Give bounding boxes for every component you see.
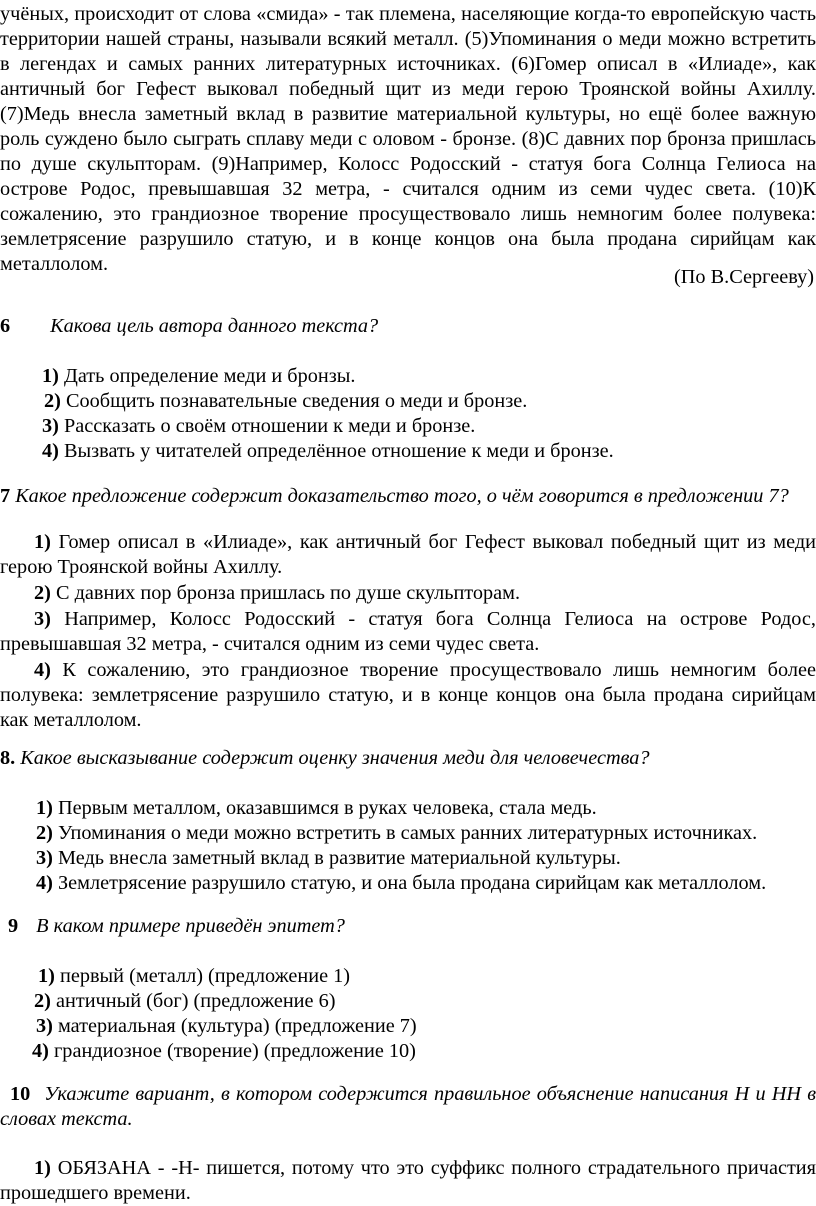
question-7 xyxy=(0,484,816,509)
q10-options xyxy=(0,1156,816,1206)
question-number: 6 xyxy=(0,315,11,337)
question-6 xyxy=(0,314,816,339)
option-3: 3) материальная (культура) (предложение 7) xyxy=(36,1015,417,1037)
question-number: 9 xyxy=(8,915,19,937)
option-3: 3) Например, Колосс Родосский - статуя бога Солнца Гелиоса на острове Родос, превышавшая 32 метра, - считался одним из семи чудес света. xyxy=(0,608,816,655)
q6-options xyxy=(0,364,816,464)
question-text: Какова цель автора данного текста? xyxy=(50,315,379,337)
option-1: 1) Гомер описал в «Илиаде», как античный бог Гефест выковал победный щит из меди герою Троянской войны Ахиллу. xyxy=(0,531,816,578)
question-text: Какое высказывание содержит оценку значения меди для человечества? xyxy=(20,747,650,769)
question-text: Укажите вариант, в котором содержится правильное объяснение написания Н и НН в словах текста. xyxy=(0,1083,816,1130)
question-8 xyxy=(0,746,816,771)
option-4: 4) Землетрясение разрушило статую, и она была продана сирийцам как металлолом. xyxy=(36,872,767,894)
option-1: 1) первый (металл) (предложение 1) xyxy=(38,965,351,987)
option-4: 4) К сожалению, это грандиозное творение просуществовало лишь немногим более полувека: землетрясение разрушило статую, и в конце концов она была продана сирийцам как металлолом. xyxy=(0,659,816,731)
question-9 xyxy=(0,914,816,939)
option-1: 1) ОБЯЗАНА - -Н- пишется, потому что это суффикс полного страдательного причастия прошедшего времени. xyxy=(0,1157,816,1204)
option-2: 2) Сообщить познавательные сведения о меди и бронзе. xyxy=(44,390,528,412)
question-text: В каком примере приведён эпитет? xyxy=(36,915,345,937)
q7-options xyxy=(0,530,816,733)
option-4: 4) грандиозное (творение) (предложение 10) xyxy=(32,1040,416,1062)
option-2: 2) античный (бог) (предложение 6) xyxy=(34,990,336,1012)
option-2: 2) С давних пор бронза пришлась по душе скульпторам. xyxy=(34,582,521,604)
q8-options xyxy=(0,796,816,896)
q9-options xyxy=(0,964,816,1064)
option-1: 1) Дать определение меди и бронзы. xyxy=(42,365,356,387)
question-10 xyxy=(0,1082,816,1132)
question-number: 8. xyxy=(0,747,16,769)
question-number: 10 xyxy=(10,1083,31,1105)
passage-text: учёных, происходит от слова «смида» - так племена, населяющие когда-то европейскую часть территории нашей страны, называли всякий металл. (5)Упоминания о меди можно встретить в легендах и самых ранних литературных источниках. (6)Гомер описал в «Илиаде», как античный бог Гефест выковал победный щит из меди герою Троянской войны Ахиллу. (7)Медь внесла заметный вклад в развитие материальной культуры, но ещё более важную роль суждено было сыграть сплаву меди с оловом - бронзе. (8)С давних пор бронза пришлась по душе скульпторам. (9)Например, Колосс Родосский - статуя бога Солнца Гелиоса на острове Родос, превышавшая 32 метра, - считался одним из семи чудес света. (10)К сожалению, это грандиозное творение просуществовало лишь немногим более полувека: землетрясение разрушило статую, и в конце концов она была продана сирийцам как металлолом. xyxy=(0,3,816,275)
option-3: 3) Рассказать о своём отношении к меди и бронзе. xyxy=(42,415,476,437)
option-2: 2) Упоминания о меди можно встретить в самых ранних литературных источниках. xyxy=(36,822,758,844)
option-4: 4) Вызвать у читателей определённое отношение к меди и бронзе. xyxy=(42,440,614,462)
question-number: 7 xyxy=(0,485,11,507)
passage-source: (По В.Сергееву) xyxy=(674,266,814,288)
question-text: Какое предложение содержит доказательство того, о чём говорится в предложении 7? xyxy=(15,485,789,507)
option-3: 3) Медь внесла заметный вклад в развитие материальной культуры. xyxy=(36,847,621,869)
option-1: 1) Первым металлом, оказавшимся в руках человека, стала медь. xyxy=(36,797,597,819)
